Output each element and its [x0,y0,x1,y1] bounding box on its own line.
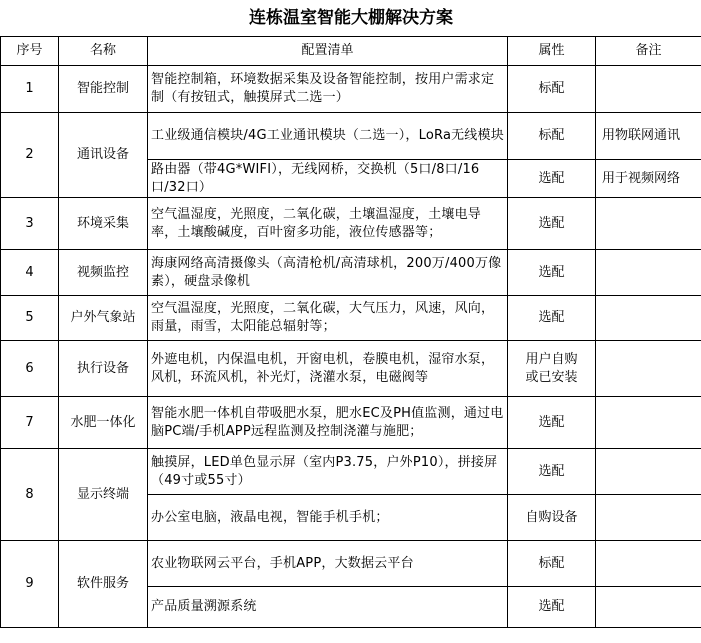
cell-attr: 选配 [508,449,596,495]
cell-note [596,66,701,113]
header-name: 名称 [59,37,148,66]
cell-config: 产品质量溯源系统 [148,587,508,628]
cell-config: 海康网络高清摄像头（高清枪机/高清球机，200万/400万像素），硬盘录像机 [148,250,508,296]
table-row [1,296,701,341]
cell-attr: 选配 [508,587,596,628]
cell-name: 软件服务 [59,541,148,628]
table-row [1,250,701,296]
cell-note [596,250,701,296]
header-seq: 序号 [1,37,59,66]
cell-name: 环境采集 [59,198,148,250]
cell-name: 户外气象站 [59,296,148,341]
cell-attr: 用户自购或已安装 [508,341,596,397]
table-row [1,198,701,250]
table-row [1,541,701,587]
cell-name: 视频监控 [59,250,148,296]
cell-config: 办公室电脑，液晶电视，智能手机手机； [148,495,508,541]
cell-seq: 8 [1,449,59,541]
title-row [1,0,701,37]
cell-note [596,198,701,250]
cell-attr: 选配 [508,296,596,341]
cell-attr: 标配 [508,113,596,160]
cell-seq: 1 [1,66,59,113]
cell-name: 显示终端 [59,449,148,541]
cell-seq: 4 [1,250,59,296]
cell-note: 用于视频网络 [596,160,701,198]
cell-note [596,587,701,628]
cell-config: 智能水肥一体机自带吸肥水泵，肥水EC及PH值监测，通过电脑PC端/手机APP远程监测及控制浇灌与施肥； [148,397,508,449]
table-row [1,66,701,113]
cell-note [596,495,701,541]
cell-attr: 选配 [508,250,596,296]
cell-note [596,449,701,495]
cell-seq: 3 [1,198,59,250]
cell-config: 智能控制箱，环境数据采集及设备智能控制，按用户需求定制（有按钮式，触摸屏式二选一） [148,66,508,113]
cell-note [596,296,701,341]
cell-seq: 5 [1,296,59,341]
table-row [1,113,701,160]
cell-note [596,341,701,397]
cell-seq: 7 [1,397,59,449]
cell-config: 空气温湿度，光照度，二氧化碳，大气压力，风速，风向，雨量，雨雪，太阳能总辐射等； [148,296,508,341]
cell-config: 触摸屏，LED单色显示屏（室内P3.75，户外P10），拼接屏（49寸或55寸） [148,449,508,495]
cell-config: 空气温湿度，光照度，二氧化碳，土壤温湿度，土壤电导率，土壤酸碱度，百叶窗多功能，液位传感器等； [148,198,508,250]
table-row [1,397,701,449]
cell-name: 水肥一体化 [59,397,148,449]
header-config: 配置清单 [148,37,508,66]
cell-attr: 标配 [508,66,596,113]
header-note: 备注 [596,37,701,66]
cell-attr: 选配 [508,198,596,250]
cell-seq: 2 [1,113,59,198]
cell-attr: 选配 [508,397,596,449]
cell-attr: 标配 [508,541,596,587]
cell-name: 智能控制 [59,66,148,113]
cell-note [596,397,701,449]
cell-config: 路由器（带4G*WIFI），无线网桥，交换机（5口/8口/16口/32口） [148,160,508,198]
cell-seq: 9 [1,541,59,628]
sheet-title: 连栋温室智能大棚解决方案 [1,0,701,37]
cell-name: 执行设备 [59,341,148,397]
table-body [1,0,701,628]
cell-note: 用物联网通讯 [596,113,701,160]
cell-note [596,541,701,587]
table-row [1,341,701,397]
cell-config: 外遮电机，内保温电机，开窗电机，卷膜电机，湿帘水泵，风机，环流风机，补光灯，浇灌水泵，电磁阀等 [148,341,508,397]
cell-config: 农业物联网云平台，手机APP，大数据云平台 [148,541,508,587]
header-attr: 属性 [508,37,596,66]
cell-seq: 6 [1,341,59,397]
header-row [1,37,701,66]
cell-config: 工业级通信模块/4G工业通讯模块（二选一），LoRa无线模块 [148,113,508,160]
cell-name: 通讯设备 [59,113,148,198]
cell-attr: 选配 [508,160,596,198]
table-row [1,449,701,495]
cell-attr: 自购设备 [508,495,596,541]
